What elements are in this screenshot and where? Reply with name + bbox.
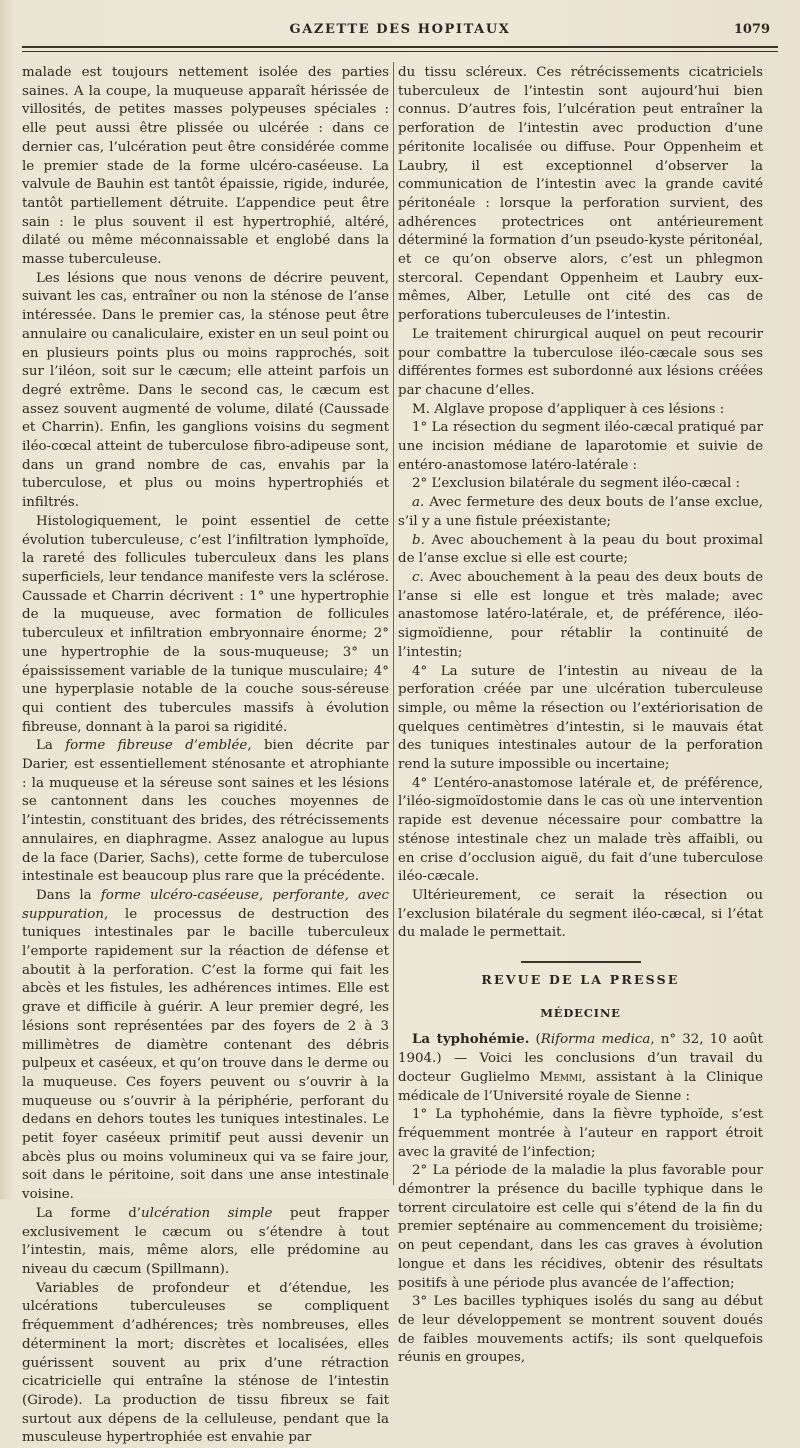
paragraph: malade est toujours nettement isolée des parties saines. A la coupe, la muqueuse apparaît hérissée de villosités, de petites masses polypeuses spéciales : elle peut aussi être plissée ou ulcérée : dans ce dernier cas, l’ulcération peut être considérée comme le premier stade de la forme ulcéro-caséeuse. La valvule de Bauhin est tantôt épaissie, rigide, indurée, tantôt partiellement détruite. L’appendice peut être sain : le plus souvent il est hypertrophié, altéré, dilaté ou même méconnaissable et englobé dans la masse tuberculeuse.: [22, 65, 389, 268]
section-title: REVUE DE LA PRESSE: [481, 972, 680, 988]
subsection-title: MÉDECINE: [540, 1005, 621, 1020]
list-item: [398, 569, 763, 663]
italic-term: forme ulcéro-caséeuse, perforante, avec suppuration: [22, 887, 389, 922]
list-letter: b.: [412, 532, 425, 548]
paragraph: [22, 737, 389, 887]
list-item: 2° L’exclusion bilatérale du segment iléo-cæcal :: [412, 476, 741, 492]
list-item: 4° L’entéro-anastomose latérale et, de préférence, l’iléo-sigmoïdostomie dans le cas où une intervention rapide est devenue nécessaire pour combattre la sténose intestinale chez un malade très affaibli, ou en crise d’occlusion aiguë, du fait d’une tuberculose iléo-cæcale.: [398, 775, 763, 885]
page-number: 1079: [733, 22, 770, 37]
text-run: Avec fermeture des deux bouts de l’anse exclue, s’il y a une fistule préexistante;: [398, 495, 763, 529]
paragraph: Histologiquement, le point essentiel de cette évolution tuberculeuse, c’est l’infiltration lymphoïde, la rareté des follicules tuberculeux dans les plans superficiels, leur tendance manifeste vers la sclérose. Caussade et Charrin décrivent : 1° une hypertrophie de la muqueuse, avec formation de follicules tuberculeux et infiltration embryonnaire énorme; 2° une hypertrophie de la sous-muqueuse; 3° un épaississement variable de la tunique musculaire; 4° une hyperplasie notable de la couche sous-séreuse qui contient des tubercules massifs à évolution fibreuse, donnant à la paroi sa rigidité.: [22, 513, 389, 735]
text-run: , bien décrite par Darier, est essentiellement sténosante et atrophiante : la muqueuse et la séreuse sont saines et les lésions se cantonnent dans les couches moyennes de l’intestin, constituant des brides, des rétrécissements annulaires, en diaphragme. Assez analogue au lupus de la face (Darier, Sachs), cette forme de tuberculose intestinale est beaucoup plus rare que la précédente.: [22, 738, 389, 885]
text-run: La: [36, 738, 66, 754]
list-item: 2° La période de la maladie la plus favorable pour démontrer la présence du bacille typhique dans le torrent circulatoire est celle qui s’étend de la fin du premier septénaire au commencement du troisième; on peut cependant, dans les cas graves à évolution longue et dans les récidives, obtenir des résultats positifs à une période plus avancée de l’affection;: [398, 1163, 763, 1291]
text-run: , le processus de destruction des tuniques intestinales par le bacille tuberculeux l’emporte rapidement sur la réaction de défense et aboutit à la perforation. C’est la forme qui fait les abcès et les fistules, les adhérences intimes. Elle est grave et difficile à guérir. A leur premier degré, les lésions sont représentées par des foyers de 2 à 3 millimètres de diamètre contenant des débris pulpeux et caséeux, et qu’on trouve dans le derme ou la muqueuse. Ces foyers peuvent ou s’ouvrir à la muqueuse ou s’ouvrir à la périphérie, perforant du dedans en dehors toutes les tuniques intestinales. Le petit foyer caséeux primitif peut aussi devenir un abcès plus ou moins volumineux qui va se faire jour, soit dans le péritoine, soit dans une anse intestinale voisine.: [22, 906, 389, 1203]
right-column: [398, 64, 764, 1366]
separator-line: [521, 961, 641, 963]
paragraph: Variables de profondeur et d’étendue, les ulcérations tuberculeuses se compliquent fréquemment d’adhérences; très nombreuses, elles déterminent la mort; discrètes et localisées, elles guérissent souvent au prix d’une rétraction cicatricielle qui entraîne la sténose de l’intestin (Girode). La production de tissu fibreux se fait surtout aux dépens de la celluleuse, pendant que la musculeuse hypertrophiée est envahie par: [22, 1280, 389, 1446]
text-run: Avec abouchement à la peau des deux bouts de l’anse si elle est longue et très malade; avec anastomose latéro-latérale, et, de préférence, iléo-sigmoïdienne, pour rétablir la continuité de l’intestin;: [398, 569, 763, 660]
paragraph: Ultérieurement, ce serait la résection ou l’exclusion bilatérale du segment iléo-cæcal, si l’état du malade le permettait.: [398, 887, 763, 941]
text-run: (: [529, 1032, 541, 1048]
text-run: peut frapper exclusivement le cæcum ou s’étendre à tout l’intestin, mais, même alors, elle prédomine au niveau du cæcum (Spillmann).: [22, 1205, 389, 1277]
article-title: La typhohémie.: [412, 1031, 530, 1048]
left-column: [22, 64, 389, 1446]
text-run: Dans la: [36, 887, 101, 903]
column-divider: [393, 62, 394, 1185]
list-item: 1° La résection du segment iléo-cæcal pratiqué par une incision médiane de laparotomie et suivie de entéro-anastomose latéro-latérale :: [398, 420, 763, 473]
text-run: La forme d’: [36, 1205, 142, 1221]
paragraph: [22, 1205, 389, 1280]
ornament-separator: [398, 953, 763, 959]
header-rule-thick: [22, 46, 778, 48]
paragraph: M. Alglave propose d’appliquer à ces lésions :: [412, 401, 725, 417]
list-item: 3° Les bacilles typhiques isolés du sang au début de leur développement se montrent souvent doués de faibles mouvements actifs; ils sont quelquefois réunis en groupes,: [398, 1294, 763, 1366]
list-item: 4° La suture de l’intestin au niveau de la perforation créée par une ulcération tuberculeuse simple, ou même la résection ou l’extériorisation de quelques centimètres d’intestin, si le mauvais état des tuniques intestinales autour de la perforation rend la suture impossible ou incertaine;: [398, 663, 763, 773]
paragraph: Les lésions que nous venons de décrire peuvent, suivant les cas, entraîner ou non la sténose de l’anse intéressée. Dans le premier cas, la sténose peut être annulaire ou canaliculaire, exister en un seul point ou en plusieurs points plus ou moins rapprochés, soit sur l’iléon, soit sur le cæcum; elle atteint parfois un degré extrême. Dans le second cas, le cæcum est assez souvent augmenté de volume, dilaté (Caussade et Charrin). Enfin, les ganglions voisins du segment iléo-cœcal atteint de tuberculose fibro-adipeuse sont, dans un grand nombre de cas, envahis par la tuberculose, et plus ou moins hypertrophiés et infiltrés.: [22, 270, 389, 511]
italic-term: forme fibreuse d’emblée: [65, 738, 248, 754]
paragraph: Le traitement chirurgical auquel on peut recourir pour combattre la tuberculose iléo-cæcale sous ses différentes formes est subordonné aux lésions créées par chacune d’elles.: [398, 326, 763, 398]
text-run: Avec abouchement à la peau du bout proximal de l’anse exclue si elle est courte;: [398, 532, 763, 567]
list-letter: a.: [412, 495, 425, 511]
list-letter: c.: [412, 569, 424, 585]
italic-term: ulcération simple: [141, 1205, 273, 1221]
running-header: [22, 22, 778, 44]
list-item: [398, 494, 763, 531]
list-item: [398, 532, 763, 569]
source-journal: Riforma medica: [540, 1032, 651, 1048]
list-item: 1° La typhohémie, dans la fièvre typhoïde, s’est fréquemment montrée à l’auteur en rapport étroit avec la gravité de l’infection;: [398, 1107, 763, 1160]
text-run: , n° 32, 10 août 1904.) — Voici les conclusions d’un travail du docteur Guglielmo: [398, 1032, 763, 1085]
article-lead: [398, 1030, 763, 1106]
author-name: Memmi: [539, 1069, 582, 1085]
paragraph: [22, 887, 389, 1205]
journal-title: GAZETTE DES HOPITAUX: [289, 22, 511, 37]
text-run: , assistant à la Clinique médicale de l’Université royale de Sienne :: [398, 1069, 764, 1104]
header-rule-thin: [22, 51, 778, 52]
paragraph: du tissu scléreux. Ces rétrécissements cicatriciels tuberculeux de l’intestin sont aujourd’hui bien connus. D’autres fois, l’ulcération peut entraîner la perforation de l’intestin avec production d’une péritonite localisée ou diffuse. Pour Oppenheim et Laubry, il est exceptionnel d’observer la communication de l’intestin avec la grande cavité péritonéale : lorsque la perforation survient, des adhérences protectrices ont antérieurement déterminé la formation d’un pseudo-kyste péritonéal, et ce qu’on observe alors, c’est un phlegmon stercoral. Cependant Oppenheim et Laubry eux-mêmes, Alber, Letulle ont cité des cas de perforations tuberculeuses de l’intestin.: [398, 65, 763, 324]
